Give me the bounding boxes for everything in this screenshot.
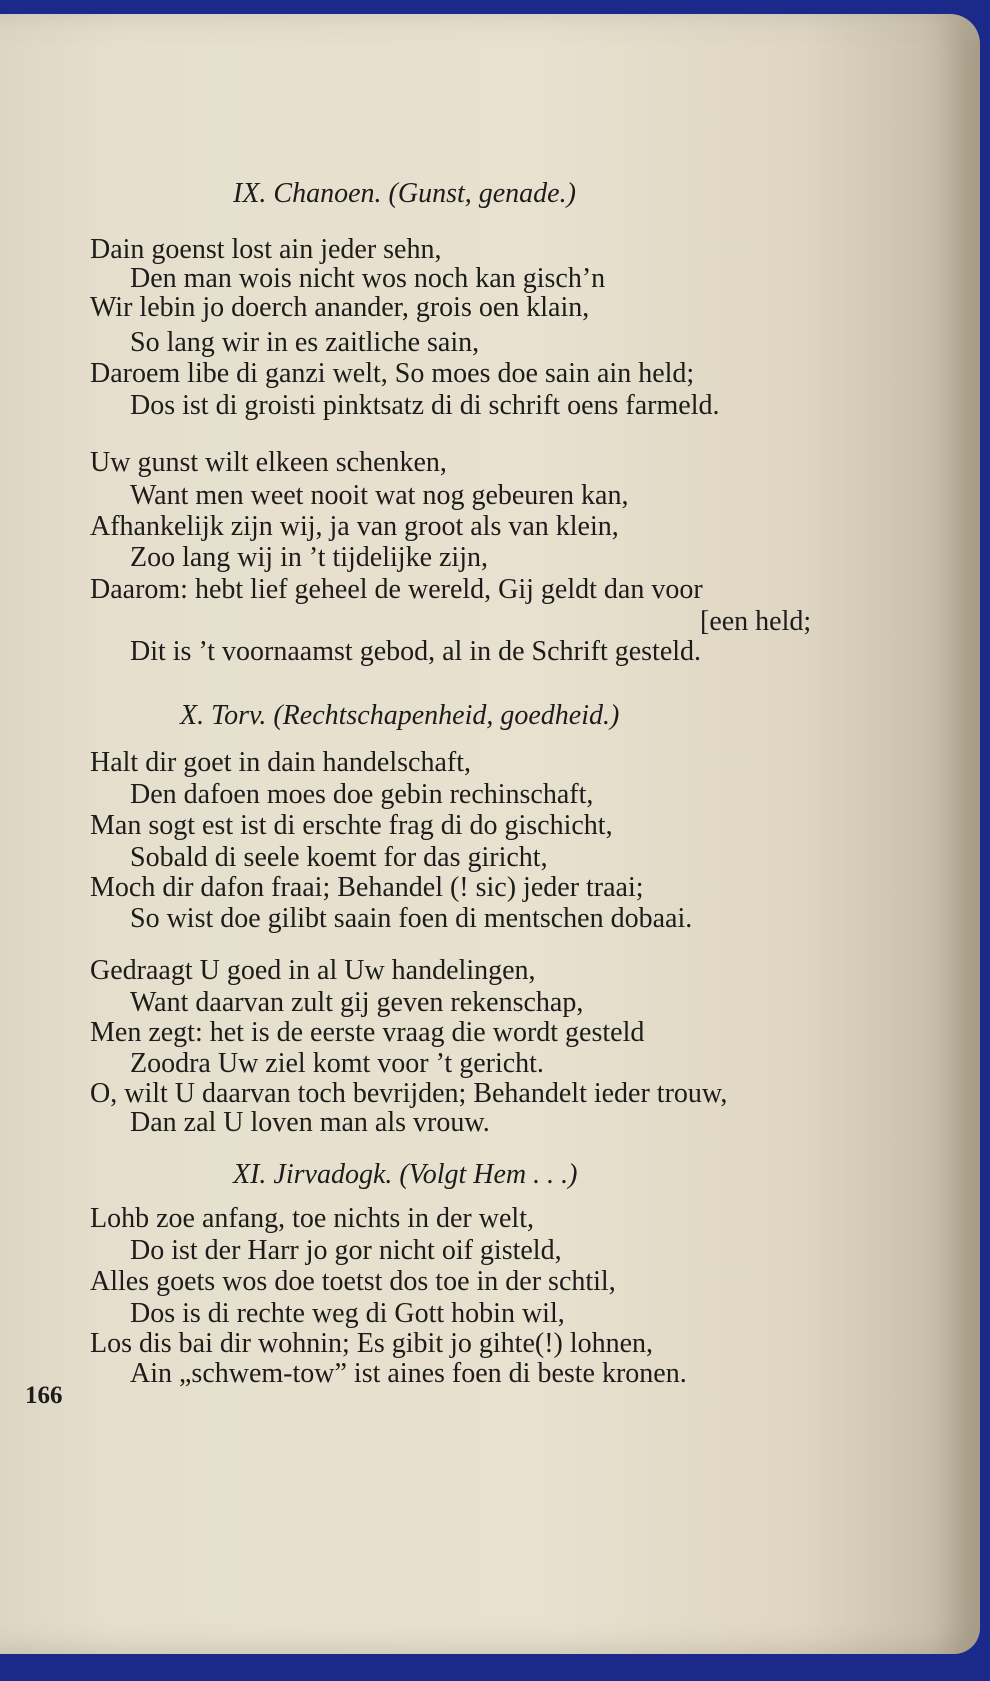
verse-line: Zoodra Uw ziel komt voor ’t gericht. [130, 1048, 544, 1079]
verse-line: Uw gunst wilt elkeen schenken, [90, 447, 447, 478]
verse-line: Dos ist di groisti pinktsatz di di schrift oens farmeld. [130, 390, 720, 421]
verse-line: Afhankelijk zijn wij, ja van groot als van klein, [90, 511, 619, 542]
verse-line: Want daarvan zult gij geven rekenschap, [130, 987, 584, 1018]
section-title-ix: IX. Chanoen. (Gunst, genade.) [233, 178, 576, 209]
section-title-x: X. Torv. (Rechtschapenheid, goedheid.) [180, 700, 620, 731]
verse-line: Los dis bai dir wohnin; Es gibit jo gihte(!) lohnen, [90, 1328, 654, 1359]
page-number: 166 [25, 1382, 63, 1409]
verse-line: Moch dir dafon fraai; Behandel (! sic) jeder traai; [90, 872, 644, 903]
section-title-xi: XI. Jirvadogk. (Volgt Hem . . .) [233, 1159, 578, 1190]
verse-line: O, wilt U daarvan toch bevrijden; Behandelt ieder trouw, [90, 1078, 728, 1109]
verse-line: Daarom: hebt lief geheel de wereld, Gij geldt dan voor [90, 574, 703, 605]
verse-line: Halt dir goet in dain handelschaft, [90, 747, 471, 778]
verse-line: Lohb zoe anfang, toe nichts in der welt, [90, 1203, 534, 1234]
verse-line: Den dafoen moes doe gebin rechinschaft, [130, 779, 594, 810]
verse-line: Daroem libe di ganzi welt, So moes doe sain ain held; [90, 358, 695, 389]
verse-line: Gedraagt U goed in al Uw handelingen, [90, 955, 536, 986]
verse-line: Wir lebin jo doerch anander, grois oen klain, [90, 292, 590, 323]
verse-line: Dit is ’t voornaamst gebod, al in de Schrift gesteld. [130, 636, 702, 667]
verse-line: Sobald di seele koemt for das giricht, [130, 842, 548, 873]
verse-line: Dan zal U loven man als vrouw. [130, 1107, 490, 1138]
verse-line: Alles goets wos doe toetst dos toe in der schtil, [90, 1266, 616, 1297]
verse-line: So lang wir in es zaitliche sain, [130, 327, 480, 358]
verse-line: Dos is di rechte weg di Gott hobin wil, [130, 1298, 565, 1329]
verse-line: Zoo lang wij in ’t tijdelijke zijn, [130, 542, 488, 573]
verse-line: Dain goenst lost ain jeder sehn, [90, 234, 442, 265]
verse-line: Want men weet nooit wat nog gebeuren kan, [130, 480, 629, 511]
verse-line: So wist doe gilibt saain foen di mentschen dobaai. [130, 903, 693, 934]
verse-line: Do ist der Harr jo gor nicht oif gisteld, [130, 1235, 562, 1266]
verse-line: Men zegt: het is de eerste vraag die wordt gesteld [90, 1017, 645, 1048]
verse-line: Ain „schwem-tow” ist aines foen di beste kronen. [130, 1358, 687, 1389]
verse-line: Man sogt est ist di erschte frag di do gischicht, [90, 810, 613, 841]
verse-line-continuation: [een held; [700, 606, 812, 637]
verse-line: Den man wois nicht wos noch kan gisch’n [130, 263, 606, 294]
